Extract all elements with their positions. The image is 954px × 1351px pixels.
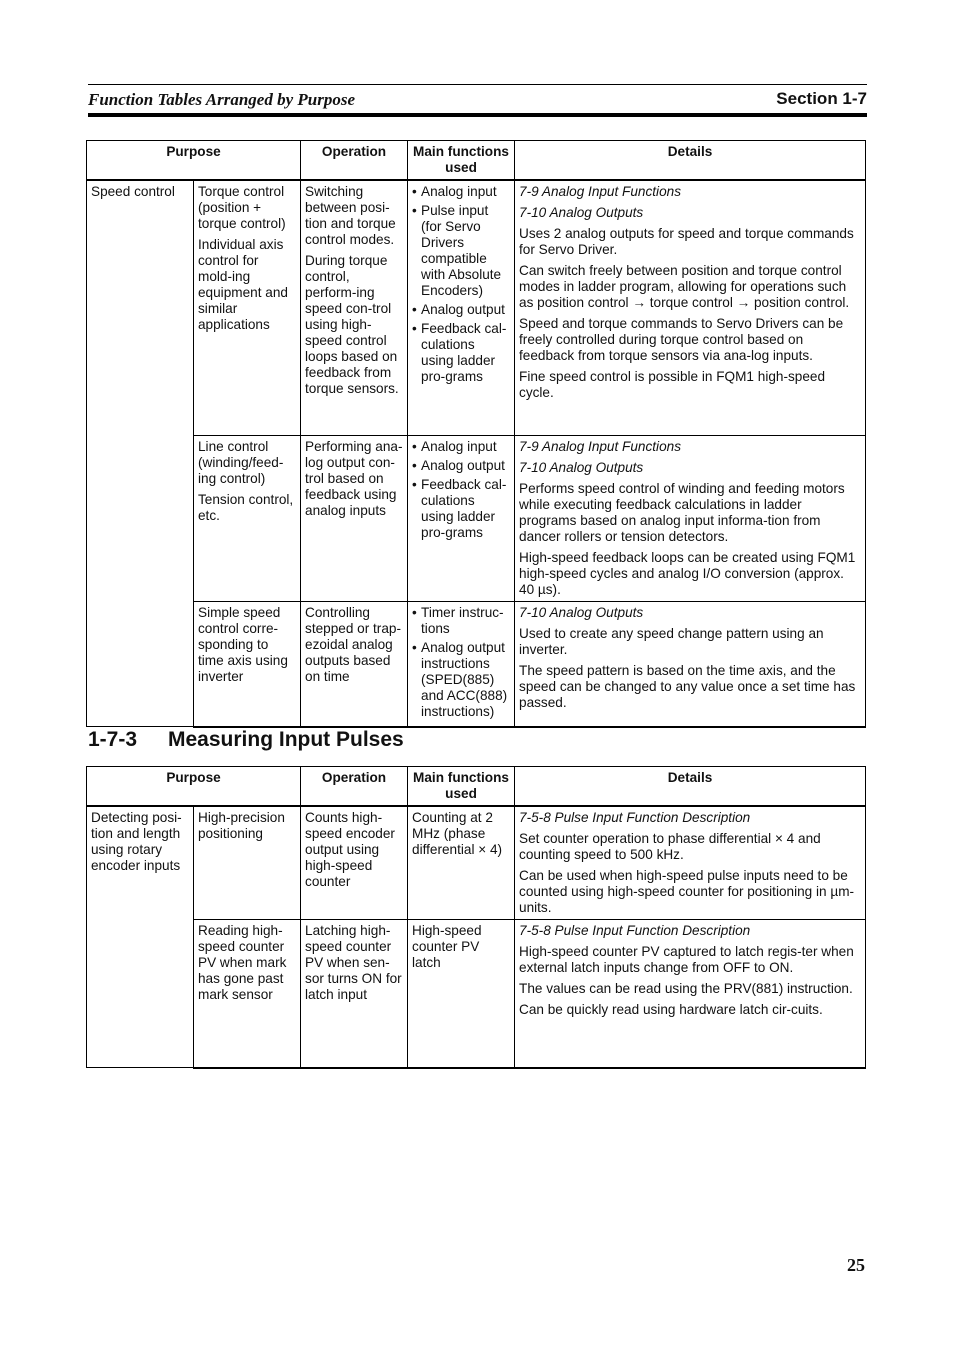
table-row (87, 180, 866, 435)
sub-purpose-text: Tension control, etc. (198, 491, 294, 523)
section-title: Measuring Input Pulses (168, 728, 404, 751)
details-text: Can switch freely between position and torque control modes in ladder program, allowing for operations such as position control → torque control → position control. (519, 263, 850, 310)
function-item: • Feedback cal-culations using ladder pro-grams (412, 477, 510, 541)
details-reference: 7-10 Analog Outputs (519, 459, 644, 475)
details-reference: 7-10 Analog Outputs (519, 604, 644, 620)
function-item: • Analog output (412, 458, 510, 474)
function-item: • Timer instruc-tions (412, 605, 510, 637)
details-text: Performs speed control of winding and feeding motors while executing feedback calculations in ladder programs based on analog input informa-tion from dancer rollers or tension detectors. (519, 480, 845, 544)
header-operation: Operation (301, 141, 408, 181)
table-row (87, 435, 866, 601)
operation (301, 180, 408, 435)
group-purpose: Speed control (87, 180, 194, 727)
details-text: Set counter operation to phase differential × 4 and counting speed to 500 kHz. (519, 831, 821, 862)
details-text: Used to create any speed change pattern using an inverter. (519, 625, 824, 657)
table-header-row (87, 767, 866, 807)
details-text: High-speed feedback loops can be created using FQM1 high-speed cycles and analog I/O conversion (approx. 40 µs). (519, 549, 856, 597)
operation-text: Controlling stepped or trap-ezoidal analog outputs based on time (305, 604, 401, 684)
sub-purpose (194, 920, 301, 1068)
operation-text: Performing ana-log output con-trol based on feedback using analog inputs (305, 438, 403, 518)
details-reference: 7-5-8 Pulse Input Function Description (519, 923, 751, 938)
sub-purpose-text: Simple speed control corre-sponding to time axis using inverter (198, 604, 288, 684)
details-text: The speed pattern is based on the time axis, and the speed can be changed to any value once a set time has passed. (519, 662, 856, 710)
operation (301, 601, 408, 727)
sub-purpose-text: Torque control (position + torque control) (198, 184, 286, 231)
header-details: Details (515, 141, 866, 181)
operation (301, 435, 408, 601)
details-reference: 7-5-8 Pulse Input Function Description (519, 810, 751, 825)
header-purpose: Purpose (87, 141, 301, 181)
function-item: • Feedback cal-culations using ladder pro-grams (412, 321, 510, 385)
function-item: • Pulse input (for Servo Drivers compatible with Absolute Encoders) (412, 203, 510, 299)
sub-purpose (194, 180, 301, 435)
operation (301, 920, 408, 1068)
table-header-row (87, 141, 866, 181)
speed-control-table (86, 140, 866, 728)
details-text: Uses 2 analog outputs for speed and torque commands for Servo Driver. (519, 226, 854, 257)
header-rule-bottom (88, 113, 867, 117)
operation-text: Latching high-speed counter PV when sen-sor turns ON for latch input (305, 923, 402, 1002)
page-number: 25 (847, 1255, 865, 1275)
operation (301, 806, 408, 920)
details-text: Speed and torque commands to Servo Drivers can be freely controlled during torque control based on feedback from torque sensors via ana-log inputs. (519, 316, 844, 363)
main-functions (408, 601, 515, 727)
details (515, 180, 866, 435)
details-text: Can be quickly read using hardware latch cir-cuits. (519, 1002, 823, 1017)
operation-text: Counts high-speed encoder output using high-speed counter (305, 810, 395, 889)
details (515, 435, 866, 601)
function-item: • Analog input (412, 439, 510, 455)
details-text: High-speed counter PV captured to latch regis-ter when external latch inputs change from OFF to ON. (519, 944, 854, 975)
function-item: • Analog input (412, 184, 510, 200)
header-purpose: Purpose (87, 767, 301, 807)
header-operation: Operation (301, 767, 408, 807)
sub-purpose (194, 435, 301, 601)
main-functions (408, 435, 515, 601)
group-purpose: Detecting posi-tion and length using rotary encoder inputs (87, 806, 194, 1068)
header-details: Details (515, 767, 866, 807)
sub-purpose-text: Individual axis control for mold-ing equipment and similar applications (198, 237, 288, 332)
header-main-functions: Main functions used (408, 141, 515, 181)
details (515, 920, 866, 1068)
details-text: Can be used when high-speed pulse inputs need to be counted using high-speed counter for positioning in µm-units. (519, 868, 855, 915)
sub-purpose-text: Reading high-speed counter PV when mark has gone past mark sensor (198, 923, 287, 1002)
details (515, 806, 866, 920)
main-functions: Counting at 2 MHz (phase differential × 4) (408, 806, 515, 920)
function-item: • Analog output (412, 302, 510, 318)
main-functions (408, 180, 515, 435)
details-reference: 7-9 Analog Input Functions (519, 438, 681, 454)
main-functions: High-speed counter PV latch (408, 920, 515, 1068)
sub-purpose (194, 601, 301, 727)
sub-purpose-text: Line control (winding/feed-ing control) (198, 438, 284, 486)
header-rule-top (88, 84, 867, 85)
section-number: 1-7-3 (88, 728, 138, 751)
table-row (87, 806, 866, 920)
details-text: The values can be read using the PRV(881) instruction. (519, 981, 853, 996)
running-header-section: Section 1-7 (776, 89, 867, 108)
details-reference: 7-9 Analog Input Functions (519, 184, 681, 199)
details-text: Fine speed control is possible in FQM1 high-speed cycle. (519, 369, 826, 400)
table-row (87, 920, 866, 1068)
table-row (87, 601, 866, 727)
running-header-title: Function Tables Arranged by Purpose (88, 90, 356, 109)
input-pulses-table (86, 766, 866, 1069)
details-reference: 7-10 Analog Outputs (519, 205, 644, 220)
sub-purpose (194, 806, 301, 920)
function-item: • Analog output instructions (SPED(885) and ACC(888) instructions) (412, 640, 510, 720)
section-heading (88, 728, 404, 752)
sub-purpose-text: High-precision positioning (198, 810, 285, 841)
details (515, 601, 866, 727)
header-main-functions: Main functions used (408, 767, 515, 807)
operation-text: Switching between posi-tion and torque control modes. (305, 184, 396, 247)
operation-text: During torque control, perform-ing speed con-trol using high-speed control loops based on feedback from torque sensors. (305, 253, 399, 396)
